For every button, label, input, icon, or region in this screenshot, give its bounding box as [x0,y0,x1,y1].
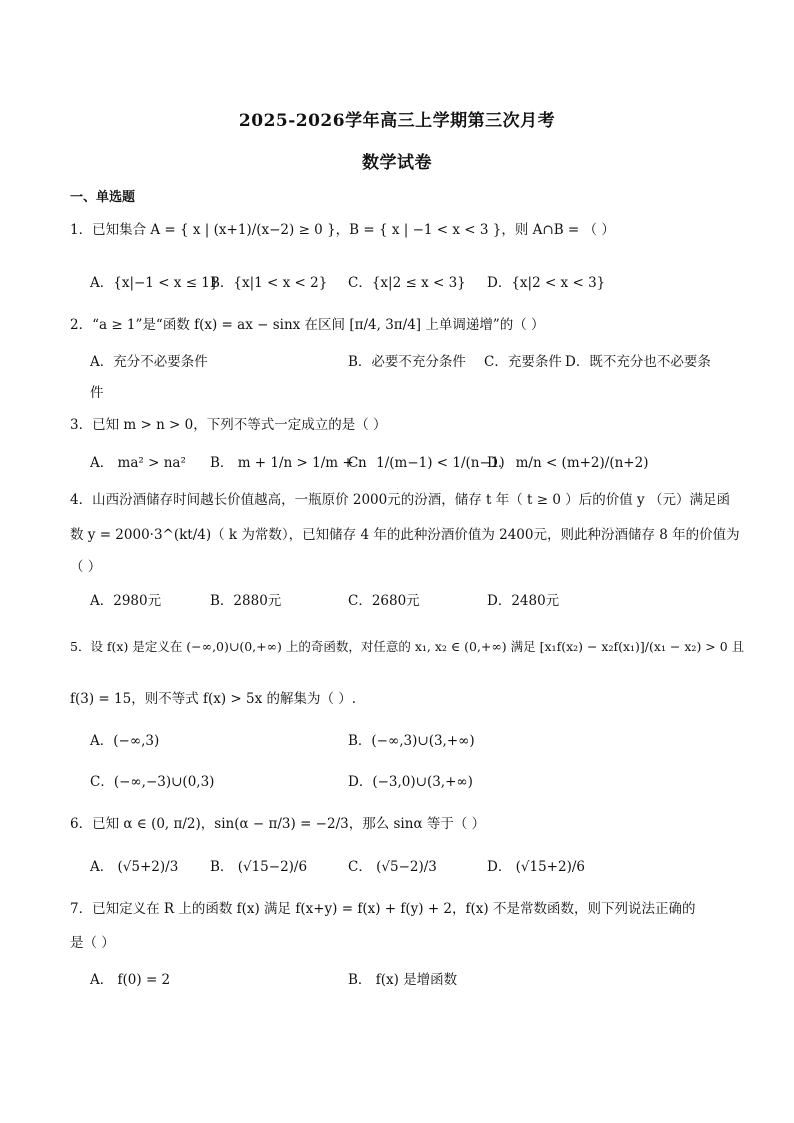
section-heading: 一、单选题 [70,190,136,205]
subject-title: 数学试卷 [362,153,432,173]
q2-option-d: D．既不充分也不必要条 [565,354,711,370]
question-7-line-1: 7．已知定义在 R 上的函数 f(x) 满足 f(x+y) = f(x) + f(y) + 2，f(x) 不是常数函数，则下列说法正确的 [70,901,696,917]
question-2: 2．“a ≥ 1”是“函数 f(x) = ax − sinx 在区间 [π/4, 3π/4] 上单调递增”的（ ） [70,317,545,333]
q6-option-a: A． (√5+2)/3 [90,859,179,875]
q7-option-b: B． f(x) 是增函数 [348,972,458,988]
q4-option-c: C．2680元 [348,593,420,609]
q2-option-d-wrap: 件 [90,385,104,401]
q3-option-a: A． ma² > na² [90,455,186,471]
q1-option-b: B．{x|1 < x < 2} [210,275,328,291]
q2-option-b: B．必要不充分条件 [348,354,466,370]
q2-option-c: C．充要条件 [484,354,562,370]
question-4-line-2: 数 y = 2000·3^(kt/4)（ k 为常数），已知储存 4 年的此种汾酒价值为 2400元，则此种汾酒储存 8 年的价值为 [70,527,740,543]
question-5-line-1: 5．设 f(x) 是定义在 (−∞,0)∪(0,+∞) 上的奇函数，对任意的 x₁, x₂ ∈ (0,+∞) 满足 [x₁f(x₂) − x₂f(x₁)]/(x₁ − x₂) > 0 且 [70,639,745,654]
q2-option-a: A．充分不必要条件 [90,354,208,370]
q4-option-b: B．2880元 [210,593,282,609]
q6-option-c: C． (√5−2)/3 [348,859,437,875]
question-1: 1．已知集合 A = { x | (x+1)/(x−2) ≥ 0 }，B = { x | −1 < x < 3 }，则 A∩B = （ ） [70,222,615,238]
q1-option-a: A．{x|−1 < x ≤ 1} [90,275,219,291]
q5-option-b: B．(−∞,3)∪(3,+∞) [348,733,475,749]
question-6: 6．已知 α ∈ (0, π/2)，sin(α − π/3) = −2/3，那么 sinα 等于（ ） [70,816,486,832]
question-5-line-2: f(3) = 15，则不等式 f(x) > 5x 的解集为（ ）. [70,691,357,707]
question-7-line-2: 是（ ） [70,935,115,951]
q3-option-c: C． 1/(m−1) < 1/(n−1) [348,455,505,471]
question-4-line-3: （ ） [70,559,102,575]
q7-option-a: A． f(0) = 2 [90,972,171,988]
q1-option-c: C．{x|2 ≤ x < 3} [348,275,466,291]
question-4-line-1: 4．山西汾酒储存时间越长价值越高，一瓶原价 2000元的汾酒，储存 t 年（ t ≥ 0 ）后的价值 y （元）满足函 [70,492,730,508]
q6-option-b: B． (√15−2)/6 [210,859,308,875]
q4-option-d: D．2480元 [487,593,560,609]
q6-option-d: D． (√15+2)/6 [487,859,585,875]
q5-option-d: D．(−3,0)∪(3,+∞) [348,774,473,790]
q3-option-d: D． m/n < (m+2)/(n+2) [487,455,649,471]
q3-option-b: B． m + 1/n > 1/m + n [210,455,367,471]
q1-option-d: D．{x|2 < x < 3} [487,275,606,291]
q5-option-a: A．(−∞,3) [90,733,160,749]
question-3: 3．已知 m > n > 0，下列不等式一定成立的是（ ） [70,417,387,433]
q4-option-a: A．2980元 [90,593,162,609]
exam-title: 2025-2026学年高三上学期第三次月考 [238,111,556,131]
q5-option-c: C．(−∞,−3)∪(0,3) [90,774,215,790]
